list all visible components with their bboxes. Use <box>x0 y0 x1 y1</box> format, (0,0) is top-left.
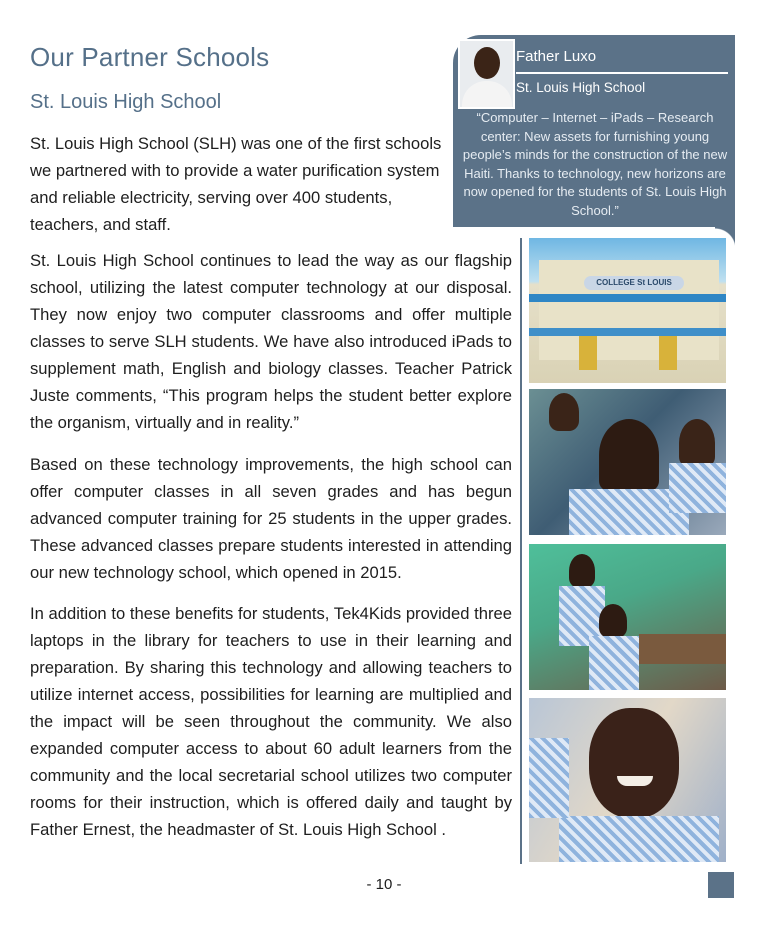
photo-smiling-girl <box>529 698 726 862</box>
photo-students-classroom <box>529 389 726 535</box>
avatar <box>458 39 515 109</box>
photo-column-divider <box>520 238 522 864</box>
quote-box <box>453 35 735 227</box>
quote-author-school: St. Louis High School <box>516 80 646 95</box>
paragraph-intro: St. Louis High School (SLH) was one of the first schools we partnered with to provide a water purification system and reliable electricity, serving over 400 students, teachers, and staff. <box>30 134 442 234</box>
quote-author-name: Father Luxo <box>516 48 597 65</box>
paragraph-benefits: In addition to these benefits for students, Tek4Kids provided three laptops in the library for teachers to use in their learning and preparation. By sharing this technology and allowing teachers to utilize internet access, possibilities for learning are multiplied and the impact will be seen throughout the community. We also expanded computer access to about 60 adult learners from the community and the local secretarial school utilizes two computer rooms for their instruction, which is offered daily and taught by Father Ernest, the headmaster of St. Louis High School . <box>30 604 512 839</box>
page-number: - 10 - <box>366 876 402 893</box>
paragraph-improvements: Based on these technology improvements, the high school can offer computer classes in all seven grades and has begun advanced computer training for 25 students in the upper grades. These advanced classes prepare students interested in attending our new technology school, which opened in 2015. <box>30 455 512 582</box>
page-title: Our Partner Schools <box>30 42 270 72</box>
paragraph-flagship: St. Louis High School continues to lead the way as our flagship school, utilizing the latest computer technology at our disposal. They now enjoy two computer classrooms and offer multiple classes to serve SLH students. We have also introduced iPads to supplement math, English and biology classes. Teacher Patrick Juste comments, “This program helps the student better explore the organism, virtually and in reality.” <box>30 251 512 432</box>
photo-classroom-teacher <box>529 544 726 690</box>
section-subtitle: St. Louis High School <box>30 91 222 113</box>
quote-divider <box>516 72 728 74</box>
building <box>539 260 719 360</box>
corner-marker <box>708 872 734 898</box>
photo-school-building <box>529 238 726 383</box>
quote-text: “Computer – Internet – iPads – Research center: New assets for furnishing young people’s minds for the construction of the new Haiti. Thanks to technology, new horizons are now opened for the students of St. Louis High School.” <box>462 110 728 218</box>
building-sign: COLLEGE St LOUIS <box>584 276 684 290</box>
